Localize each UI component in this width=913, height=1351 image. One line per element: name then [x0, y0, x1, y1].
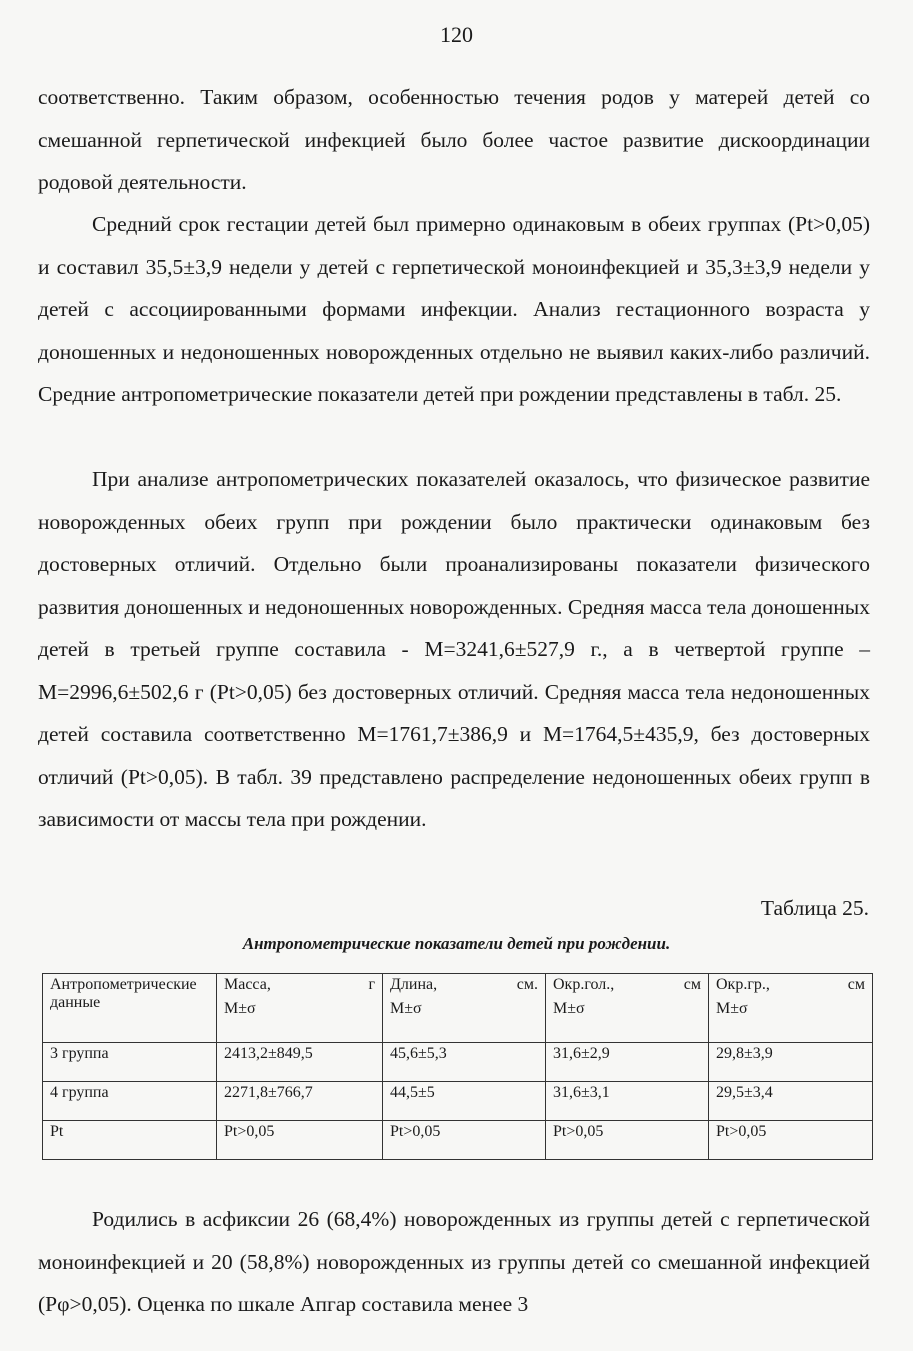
paragraph-4: Родились в асфиксии 26 (68,4%) новорожденных из группы детей с герпетической моноинфекцией и 20 (58,8%) новорожденных из группы детей со смешанной инфекцией (Рφ>0,05). Оценка по шкале Апгар составила менее 3 — [38, 1207, 870, 1316]
table-cell: 31,6±3,1 — [546, 1082, 709, 1121]
header-cell-chest-circ: Окр.гр., см М±σ — [709, 974, 873, 1043]
table-cell: 29,8±3,9 — [709, 1043, 873, 1082]
table-cell: Pt>0,05 — [217, 1121, 383, 1160]
paragraph-2: Средний срок гестации детей был примерно одинаковым в обеих группах (Pt>0,05) и составил 35,5±3,9 недели у детей с герпетической моноинфекцией и 35,3±3,9 недели у детей с ассоциированными формами инфекции. Анализ гестационного возраста у доношенных и недоношенных новорожденных отдельно не выявил каких-либо различий. Средние антропометрические показатели детей при рождении представлены в табл. 25. — [38, 212, 870, 406]
table-cell: 2413,2±849,5 — [217, 1043, 383, 1082]
table-row — [43, 1082, 873, 1121]
paragraph-1: соответственно. Таким образом, особенностью течения родов у матерей детей со смешанной герпетической инфекцией было более частое развитие дискоординации родовой деятельности. — [38, 85, 870, 194]
table-header-row — [43, 974, 873, 1043]
table-cell: 44,5±5 — [383, 1082, 546, 1121]
header-cell-length: Длина, см. М±σ — [383, 974, 546, 1043]
anthropometric-table — [42, 973, 873, 1160]
table-cell: 29,5±3,4 — [709, 1082, 873, 1121]
row-label: 4 группа — [43, 1082, 217, 1121]
page-number: 120 — [440, 22, 473, 47]
header-cell-mass: Масса, г М±σ — [217, 974, 383, 1043]
header-cell-head-circ: Окр.гол., см М±σ — [546, 974, 709, 1043]
row-label: Pt — [43, 1121, 217, 1160]
table-label: Таблица 25. — [760, 896, 869, 920]
row-label: 3 группа — [43, 1043, 217, 1082]
table-cell: Pt>0,05 — [383, 1121, 546, 1160]
paragraph-3: При анализе антропометрических показателей оказалось, что физическое развитие новорожденных обеих групп при рождении было практически одинаковым без достоверных отличий. Отдельно были проанализированы показатели физического развития доношенных и недоношенных новорожденных. Средняя масса тела доношенных детей в третьей группе составила - М=3241,6±527,9 г., а в четвертой группе – М=2996,6±502,6 г (Pt>0,05) без достоверных отличий. Средняя масса тела недоношенных детей составила соответственно М=1761,7±386,9 и М=1764,5±435,9, без достоверных отличий (Pt>0,05). В табл. 39 представлено распределение недоношенных обеих групп в зависимости от массы тела при рождении. — [38, 467, 870, 831]
table-caption: Антропометрические показатели детей при рождении. — [242, 934, 671, 953]
header-cell-label: Антропометрические данные — [43, 974, 217, 1043]
table-row — [43, 1121, 873, 1160]
table-cell: Pt>0,05 — [546, 1121, 709, 1160]
table-cell: 31,6±2,9 — [546, 1043, 709, 1082]
table-cell: 2271,8±766,7 — [217, 1082, 383, 1121]
table-cell: Pt>0,05 — [709, 1121, 873, 1160]
table-row — [43, 1043, 873, 1082]
table-cell: 45,6±5,3 — [383, 1043, 546, 1082]
